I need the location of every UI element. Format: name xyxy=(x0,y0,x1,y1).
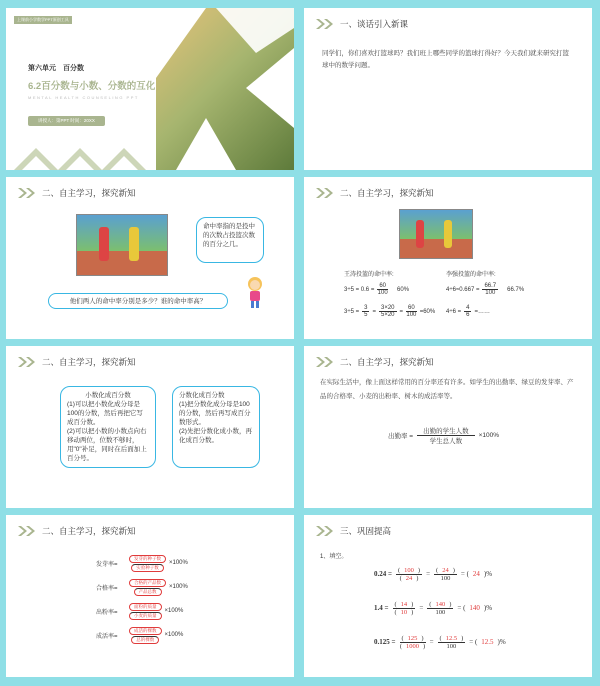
li-qiang-ellipsis: =…… xyxy=(474,308,490,315)
decimal-to-percent-card xyxy=(60,386,156,468)
numerator: 4 xyxy=(466,305,470,311)
blank-denominator: ( 24 ) xyxy=(399,574,419,582)
slide-6-text: 在实际生活中，像上面这样常用的百分率还有许多。如学生的出勤率、绿豆的发芽率、产品的合格率、小麦的出粉率、树木的成活率等。 xyxy=(320,379,574,400)
percent-suffix: )% xyxy=(483,604,493,612)
wang-tao-line-1 xyxy=(344,283,409,296)
attendance-fraction xyxy=(417,426,475,445)
player-wang-tao xyxy=(416,220,424,248)
attendance-formula xyxy=(388,426,499,445)
slide-3-header xyxy=(18,187,136,199)
denominator: 100 xyxy=(485,290,496,296)
fraction-2-denominator: 100 xyxy=(435,608,446,616)
slide-5-heading: 二、自主学习，探究新知 xyxy=(42,357,136,367)
fraction-step-3 xyxy=(406,305,417,318)
denominator: 学生总人数 xyxy=(429,438,463,445)
rate-label: 成活率= xyxy=(96,633,118,640)
exercise-equals-2: = ( xyxy=(460,570,469,578)
attendance-multiplier: ×100% xyxy=(478,432,500,439)
blank-numerator: ( 125 ) xyxy=(401,634,424,642)
numerator: 60 xyxy=(408,305,415,311)
slide-5-header xyxy=(18,356,136,368)
rate-label: 出粉率= xyxy=(96,609,118,616)
answer-percent[interactable]: 24 xyxy=(472,570,480,578)
player-li-qiang xyxy=(129,227,139,261)
rate-numerator: 成活的棵数 xyxy=(129,627,162,635)
hit-rate-speech-bubble: 命中率指的是投中的次数占投篮次数的百分之几。 xyxy=(196,217,264,263)
attendance-label: 出勤率 = xyxy=(388,433,414,440)
blank-numerator: ( 14 ) xyxy=(394,600,414,608)
equals-sign: = xyxy=(372,308,376,315)
exercise-equals-2: = ( xyxy=(469,638,478,646)
exercise-fraction-blank[interactable] xyxy=(400,635,426,650)
answer-percent[interactable]: 140 xyxy=(469,604,480,612)
rate-label: 合格率= xyxy=(96,585,118,592)
fraction-to-percent-body: (1)把分数化成分母是100的分数，然后再写成百分数形式。 (2)先把分数化成小数，再化成百分数。 xyxy=(179,401,252,444)
numerator: 出勤的学生人数 xyxy=(417,426,475,436)
double-chevron-icon xyxy=(18,526,36,536)
answer-denominator: 24 xyxy=(405,574,413,582)
li-qiang-label: 李强投篮的命中率: xyxy=(446,272,496,278)
player-wang-tao xyxy=(99,227,109,261)
blank-numerator: ( 100 ) xyxy=(398,566,421,574)
slide-4-header xyxy=(316,187,434,199)
exercise-row xyxy=(374,557,506,591)
exercise-equals: = xyxy=(429,638,434,646)
double-chevron-icon xyxy=(316,357,334,367)
answer-percent[interactable]: 12.5 xyxy=(481,638,494,646)
exercise-fraction-2 xyxy=(427,601,453,616)
presenter-badge: 讲授人：第PPT 时间：20XX xyxy=(28,116,105,126)
exercise-equals: = xyxy=(419,604,424,612)
numerator: 66.7 xyxy=(484,283,497,289)
wang-tao-line-2 xyxy=(344,305,435,318)
li-qiang-line-1 xyxy=(446,283,524,296)
rate-denominator: 实验种子数 xyxy=(131,564,164,572)
fraction-to-percent-title: 分数化成百分数 xyxy=(179,392,225,399)
rate-numerator: 面粉的质量 xyxy=(129,603,162,611)
exercise-lead: 1.4 = xyxy=(374,604,389,612)
percent-suffix: )% xyxy=(497,638,506,646)
slide-8[interactable] xyxy=(304,515,592,677)
rate-multiplier: ×100% xyxy=(164,632,184,638)
slide-2-header xyxy=(316,18,408,30)
double-chevron-icon xyxy=(316,19,334,29)
slide-7[interactable] xyxy=(6,515,294,677)
fraction-2-numerator: ( 24 ) xyxy=(436,566,455,574)
rate-numerator: 合格的产品数 xyxy=(129,579,166,587)
wang-tao-label: 王涛投篮的命中率: xyxy=(344,272,394,278)
fraction-to-percent-card xyxy=(172,386,260,468)
wang-tao-division: 3÷5 = xyxy=(344,308,360,315)
exercise-lead: 0.125 = xyxy=(374,638,396,646)
exercise-list xyxy=(374,557,506,659)
rate-formula-row xyxy=(96,599,188,623)
answer-numerator: 14 xyxy=(400,600,408,608)
slide-2-heading: 一、谈话引入新课 xyxy=(340,19,409,29)
slide-1-title[interactable] xyxy=(6,8,294,170)
slide-5[interactable] xyxy=(6,346,294,508)
slide-2[interactable] xyxy=(304,8,592,170)
lesson-title: 6.2百分数与小数、分数的互化 xyxy=(28,81,156,92)
li-qiang-fraction xyxy=(482,283,498,296)
exercise-equals-2: = ( xyxy=(457,604,466,612)
exercise-fraction-2 xyxy=(434,567,457,582)
exercise-fraction-blank[interactable] xyxy=(396,567,422,582)
decimal-to-percent-title: 小数化成百分数 xyxy=(85,392,131,399)
blank-denominator: ( 1000 ) xyxy=(399,642,426,650)
rate-denominator: 总的棵数 xyxy=(131,636,159,644)
wang-tao-fraction xyxy=(377,283,388,296)
li-qiang-percent: 66.7% xyxy=(507,286,525,293)
player-li-qiang xyxy=(444,220,452,248)
rate-multiplier: ×100% xyxy=(164,608,184,614)
denominator: 6 xyxy=(466,312,470,318)
rate-fraction xyxy=(129,627,162,644)
fraction-2-denominator: 100 xyxy=(446,642,457,650)
rate-formula-row xyxy=(96,575,188,599)
rate-denominator: 产品总数 xyxy=(134,588,162,596)
exercise-lead: 0.24 = xyxy=(374,570,392,578)
answer-numerator: 100 xyxy=(404,566,414,574)
rate-numerator: 发芽的种子数 xyxy=(129,555,166,563)
slide-7-heading: 二、自主学习，探究新知 xyxy=(42,526,136,536)
li-qiang-fraction-2 xyxy=(464,305,471,318)
double-chevron-icon xyxy=(316,188,334,198)
slide-8-heading: 三、巩固提高 xyxy=(340,526,392,536)
rate-fraction xyxy=(129,555,166,572)
rate-formula-row xyxy=(96,551,188,575)
slide-7-header xyxy=(18,525,136,537)
denominator: 5×20 xyxy=(381,312,395,318)
wang-tao-decimal: 3÷5 = 0.6 = xyxy=(344,286,375,293)
blank-denominator: ( 10 ) xyxy=(394,608,414,616)
denominator: 100 xyxy=(377,290,388,296)
double-chevron-icon xyxy=(316,526,334,536)
lesson-subtitle: MENTAL HEALTH COUNSELING PPT xyxy=(28,95,139,100)
exercise-row xyxy=(374,625,506,659)
answer-denominator: 1000 xyxy=(406,642,420,650)
slide-4[interactable] xyxy=(304,177,592,339)
fraction-step-2 xyxy=(379,305,397,318)
numerator: 60 xyxy=(379,283,387,289)
wang-tao-percent: 60% xyxy=(397,286,410,293)
rate-multiplier: ×100% xyxy=(169,560,188,566)
basketball-players-illustration xyxy=(76,214,168,276)
answer-denominator: 10 xyxy=(400,608,408,616)
rate-multiplier: ×100% xyxy=(169,584,188,590)
slide-3-heading: 二、自主学习，探究新知 xyxy=(42,188,136,198)
cartoon-girl-icon xyxy=(242,275,268,309)
fraction-2-numerator: ( 140 ) xyxy=(429,600,452,608)
numerator: 3 xyxy=(364,305,368,311)
rate-denominator: 小麦的质量 xyxy=(129,612,162,620)
hit-rate-question: 他们两人的命中率分别是多少？谁的命中率高？ xyxy=(48,293,228,309)
answer-2-numerator: 12.5 xyxy=(445,634,458,642)
fraction-2-denominator: 100 xyxy=(440,574,451,582)
percent-suffix: )% xyxy=(483,570,493,578)
rate-formula-row xyxy=(96,623,188,647)
slide-6[interactable] xyxy=(304,346,592,508)
answer-numerator: 125 xyxy=(407,634,418,642)
decimal-to-percent-body: (1)可以把小数化成分母是100的分数，然后再把它写成百分数。 (2)可以把小数的小数点向右移动两位，位数不够时，用"0"补足，同时在后面加上百分号。 xyxy=(67,401,147,462)
rate-label: 发芽率= xyxy=(96,561,118,568)
slide-2-intro-text: 同学们，你们喜欢打篮球吗？我们班上哪些同学的篮球打得好？今天我们就来研究打篮球中的数学问题。 xyxy=(322,50,569,69)
wang-tao-percent-2: =60% xyxy=(419,308,436,315)
answer-2-numerator: 140 xyxy=(435,600,446,608)
answer-2-numerator: 24 xyxy=(442,566,449,574)
unit-label: 第六单元 百分数 xyxy=(28,65,84,72)
slide-1-tag: 上课前小学数学PPT原创工具 xyxy=(14,16,72,24)
exercise-equals: = xyxy=(426,570,431,578)
exercise-intro: 1、填空。 xyxy=(320,554,348,560)
fraction-step-1 xyxy=(362,305,369,318)
slide-6-heading: 二、自主学习，探究新知 xyxy=(340,357,434,367)
denominator: 5 xyxy=(364,312,368,318)
exercise-row xyxy=(374,591,506,625)
equals-sign: = xyxy=(399,308,404,315)
li-qiang-decimal: 4÷6≈0.667 = xyxy=(446,286,480,293)
basketball-players-illustration xyxy=(399,209,473,259)
rate-fraction xyxy=(129,603,162,620)
exercise-fraction-blank[interactable] xyxy=(393,601,416,616)
slide-4-heading: 二、自主学习，探究新知 xyxy=(340,188,434,198)
fraction-2-numerator: ( 12.5 ) xyxy=(439,634,464,642)
rate-fraction xyxy=(129,579,166,596)
li-qiang-division: 4÷6 = xyxy=(446,308,462,315)
exercise-fraction-2 xyxy=(438,635,466,650)
slide-8-header xyxy=(316,525,391,537)
li-qiang-line-2 xyxy=(446,305,490,318)
rate-formula-list xyxy=(96,551,188,647)
double-chevron-icon xyxy=(18,188,36,198)
slide-3[interactable] xyxy=(6,177,294,339)
denominator: 100 xyxy=(406,312,417,318)
slide-6-header xyxy=(316,356,434,368)
double-chevron-icon xyxy=(18,357,36,367)
numerator: 3×20 xyxy=(381,305,395,311)
